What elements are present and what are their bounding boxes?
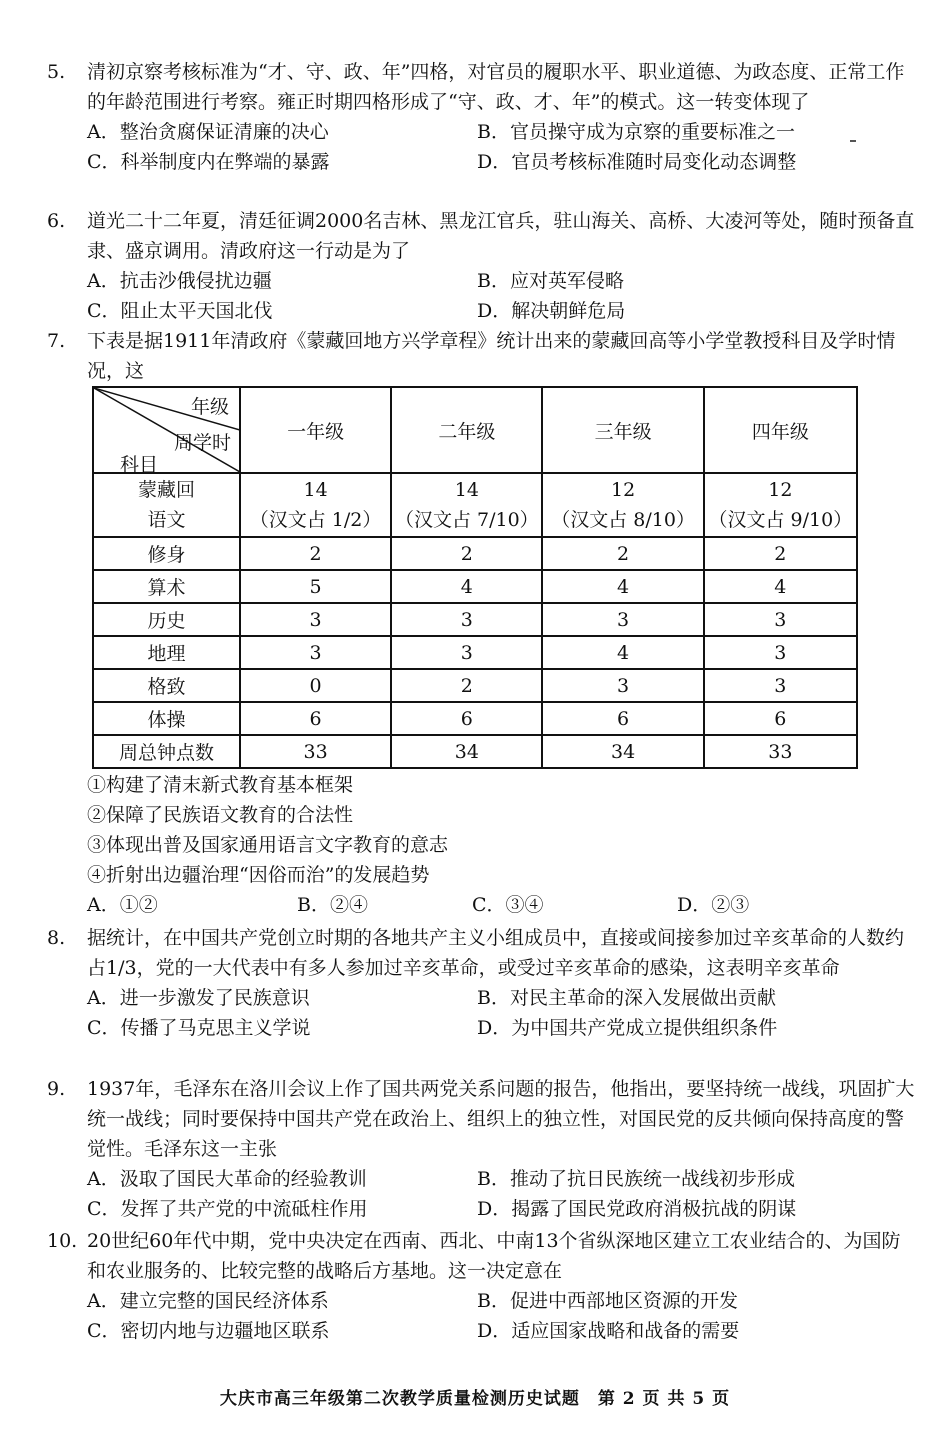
- grade-header: 二年级: [391, 387, 542, 473]
- options-row: [87, 1316, 917, 1346]
- grade-header: 一年级: [240, 387, 391, 473]
- subject-line: 语文: [147, 509, 186, 531]
- hours-cell: [240, 473, 391, 537]
- grade-header: 四年级: [704, 387, 857, 473]
- table-row: [93, 636, 857, 669]
- hours-cell: 34: [542, 735, 703, 768]
- question-stem: 20世纪60年代中期，党中央决定在西南、西北、中南13个省纵深地区建立工农业结合的、为国防和农业服务的、比较完整的战略后方基地。这一决定意在: [87, 1230, 901, 1282]
- question-number: 7.: [47, 330, 66, 352]
- option-d[interactable]: D．揭露了国民党政府消极抗战的阴谋: [477, 1198, 797, 1220]
- question-number: 9.: [47, 1078, 66, 1100]
- hours-cell: 2: [704, 537, 857, 570]
- option-d[interactable]: D．适应国家战略和战备的需要: [477, 1320, 740, 1342]
- question-stem: 据统计，在中国共产党创立时期的各地共产主义小组成员中，直接或间接参加过辛亥革命的人数约占1/3，党的一大代表中有多人参加过辛亥革命，或受过辛亥革命的感染，这表明辛亥革命: [87, 927, 905, 979]
- hours-cell: 6: [391, 702, 542, 735]
- options-row: [87, 890, 917, 920]
- option-b[interactable]: B．应对英军侵略: [477, 270, 624, 292]
- hours-cell: 6: [240, 702, 391, 735]
- option-c[interactable]: C．发挥了共产党的中流砥柱作用: [87, 1198, 368, 1220]
- subject-cell: 修身: [93, 537, 240, 570]
- hours-cell: 5: [240, 570, 391, 603]
- hours-cell: 3: [391, 636, 542, 669]
- hours-cell: 3: [240, 636, 391, 669]
- options-row: [87, 147, 917, 177]
- hours-cell: [542, 473, 703, 537]
- subject-cell: 周总钟点数: [93, 735, 240, 768]
- hours-cell: 4: [542, 636, 703, 669]
- option-b[interactable]: B．官员操守成为京察的重要标准之一: [477, 121, 795, 143]
- hours-cell: 4: [704, 570, 857, 603]
- statement-1: ①构建了清末新式教育基本框架: [87, 774, 354, 796]
- table-row: [93, 603, 857, 636]
- question-10: [47, 1226, 917, 1346]
- question-stem: 道光二十二年夏，清廷征调2000名吉林、黑龙江官兵，驻山海关、高桥、大凌河等处，随时预备直隶、盛京调用。清政府这一行动是为了: [87, 210, 915, 262]
- question-stem: 清初京察考核标准为“才、守、政、年”四格，对官员的履职水平、职业道德、为政态度、正常工作的年龄范围进行考察。雍正时期四格形成了“守、政、才、年”的模式。这一转变体现了: [87, 61, 905, 113]
- hours-cell: 3: [704, 636, 857, 669]
- hours-cell: 3: [704, 669, 857, 702]
- options-row: [87, 1013, 917, 1043]
- table-row: [93, 473, 857, 537]
- subject-cell: [93, 473, 240, 537]
- hours-value: 12: [768, 479, 793, 501]
- hours-cell: [704, 473, 857, 537]
- hours-cell: 3: [240, 603, 391, 636]
- option-c[interactable]: C．③④: [472, 894, 544, 916]
- grade-header: 三年级: [542, 387, 703, 473]
- question-6: [47, 206, 917, 326]
- options-row: [87, 983, 917, 1013]
- hours-value: 12: [611, 479, 636, 501]
- statement-2: ②保障了民族语文教育的合法性: [87, 804, 354, 826]
- option-a[interactable]: A．①②: [87, 894, 158, 916]
- question-number: 5.: [47, 61, 66, 83]
- hours-value: 14: [454, 479, 479, 501]
- hours-note: （汉文占 7/10）: [394, 509, 539, 531]
- question-7-statements: [47, 770, 917, 920]
- options-row: [87, 266, 917, 296]
- hours-cell: [391, 473, 542, 537]
- hours-note: （汉文占 8/10）: [551, 509, 695, 531]
- hours-note: （汉文占 9/10）: [708, 509, 853, 531]
- subject-cell: 算术: [93, 570, 240, 603]
- hours-cell: 34: [391, 735, 542, 768]
- table-header-row: [93, 387, 857, 473]
- hours-cell: 3: [704, 603, 857, 636]
- hours-cell: 0: [240, 669, 391, 702]
- hours-cell: 2: [240, 537, 391, 570]
- table-row: [93, 702, 857, 735]
- hours-cell: 33: [240, 735, 391, 768]
- subject-line: 蒙藏回: [137, 479, 195, 501]
- option-a[interactable]: A．汲取了国民大革命的经验教训: [87, 1168, 367, 1190]
- option-b[interactable]: B．推动了抗日民族统一战线初步形成: [477, 1168, 795, 1190]
- corner-hours-label: 周学时: [173, 432, 231, 454]
- hours-value: 14: [303, 479, 328, 501]
- options-row: [87, 117, 917, 147]
- question-7: [47, 326, 917, 386]
- option-b[interactable]: B．②④: [297, 894, 368, 916]
- hours-cell: 6: [704, 702, 857, 735]
- question-8: [47, 923, 917, 1043]
- table-row: [93, 570, 857, 603]
- table-row: [93, 735, 857, 768]
- question-9: [47, 1074, 917, 1224]
- hours-cell: 33: [704, 735, 857, 768]
- table-row: [93, 669, 857, 702]
- curriculum-table: [92, 386, 858, 769]
- option-a[interactable]: A．抗击沙俄侵扰边疆: [87, 270, 272, 292]
- options-row: [87, 296, 917, 326]
- hours-cell: 3: [391, 603, 542, 636]
- option-b[interactable]: B．对民主革命的深入发展做出贡献: [477, 987, 776, 1009]
- corner-grade-label: 年级: [190, 396, 229, 418]
- question-number: 10.: [47, 1230, 78, 1252]
- question-stem: 1937年，毛泽东在洛川会议上作了国共两党关系问题的报告，他指出，要坚持统一战线，巩固扩大统一战线；同时要保持中国共产党在政治上、组织上的独立性，对国民党的反共倾向保持高度的警觉性。毛泽东这一主张: [87, 1078, 915, 1160]
- hours-cell: 2: [391, 669, 542, 702]
- option-c[interactable]: C．阻止太平天国北伐: [87, 300, 273, 322]
- subject-cell: 历史: [93, 603, 240, 636]
- hours-cell: 3: [542, 669, 703, 702]
- option-c[interactable]: C．传播了马克思主义学说: [87, 1017, 311, 1039]
- option-a[interactable]: A．进一步激发了民族意识: [87, 987, 310, 1009]
- option-d[interactable]: D．②③: [677, 894, 750, 916]
- corner-subject-label: 科目: [120, 454, 159, 476]
- page-footer: 大庆市高三年级第二次教学质量检测历史试题 第 2 页 共 5 页: [219, 1389, 731, 1409]
- hours-cell: 6: [542, 702, 703, 735]
- option-d[interactable]: D．解决朝鲜危局: [477, 300, 626, 322]
- option-a[interactable]: A．整治贪腐保证清廉的决心: [87, 121, 329, 143]
- option-d[interactable]: D．官员考核标准随时局变化动态调整: [477, 151, 797, 173]
- hours-note: （汉文占 1/2）: [249, 509, 382, 531]
- option-a[interactable]: A．建立完整的国民经济体系: [87, 1290, 329, 1312]
- options-row: [87, 1194, 917, 1224]
- question-number: 8.: [47, 927, 66, 949]
- diagonal-header-cell: [93, 387, 240, 476]
- options-row: [87, 1286, 917, 1316]
- hours-cell: 2: [542, 537, 703, 570]
- hours-cell: 2: [391, 537, 542, 570]
- option-c[interactable]: C．密切内地与边疆地区联系: [87, 1320, 330, 1342]
- statement-3: ③体现出普及国家通用语言文字教育的意志: [87, 834, 449, 856]
- subject-cell: 地理: [93, 636, 240, 669]
- statement-4: ④折射出边疆治理“因俗而治”的发展趋势: [87, 864, 430, 886]
- subject-cell: 体操: [93, 702, 240, 735]
- hours-cell: 4: [391, 570, 542, 603]
- question-number: 6.: [47, 210, 66, 232]
- option-d[interactable]: D．为中国共产党成立提供组织条件: [477, 1017, 778, 1039]
- option-c[interactable]: C．科举制度内在弊端的暴露: [87, 151, 330, 173]
- option-b[interactable]: B．促进中西部地区资源的开发: [477, 1290, 738, 1312]
- question-5: [47, 57, 917, 177]
- hours-cell: 4: [542, 570, 703, 603]
- hours-cell: 3: [542, 603, 703, 636]
- table-row: [93, 537, 857, 570]
- question-stem: 下表是据1911年清政府《蒙藏回地方兴学章程》统计出来的蒙藏回高等小学堂教授科目及学时情况，这: [87, 330, 896, 382]
- subject-cell: 格致: [93, 669, 240, 702]
- options-row: [87, 1164, 917, 1194]
